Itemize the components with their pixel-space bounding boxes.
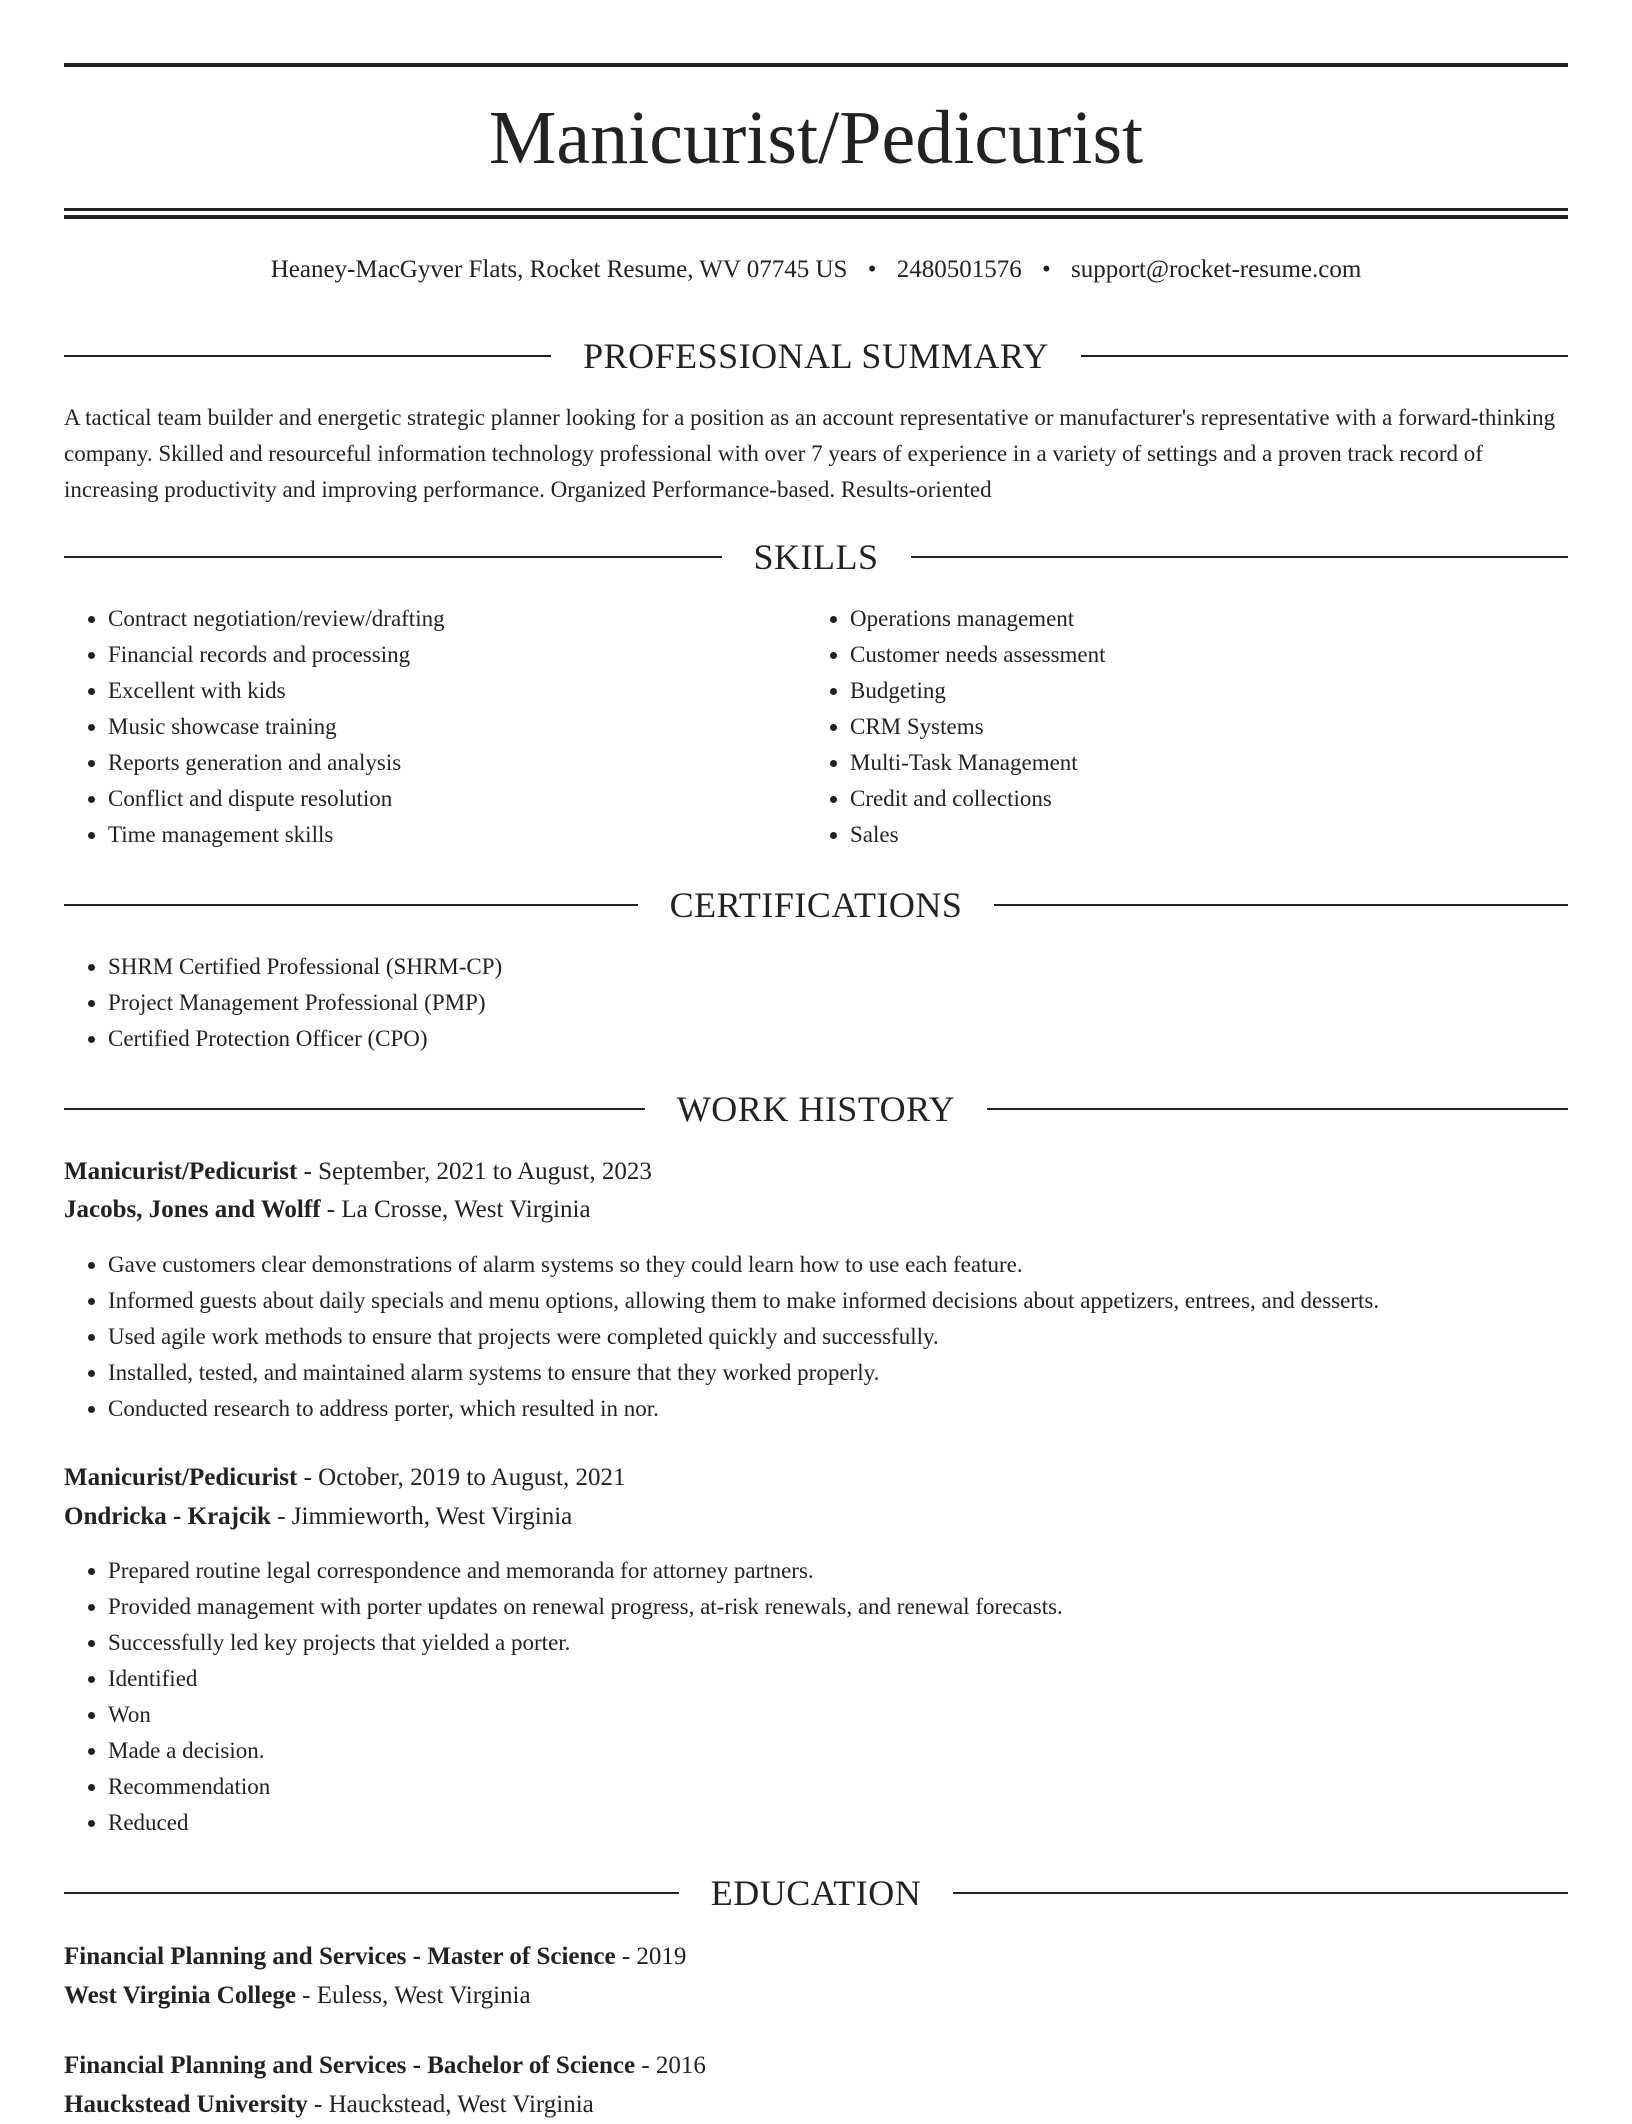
job-company-line [64, 1498, 1568, 1536]
skills-section-heading [64, 535, 1568, 579]
job-bullet: • Reduced [108, 1805, 1608, 1841]
education-school-line [64, 2086, 1568, 2124]
job-bullet: • Made a decision. [108, 1733, 1608, 1769]
job-company: Jacobs, Jones and Wolff [64, 1196, 321, 1223]
contact-phone: 2480501576 [896, 256, 1022, 283]
certifications-section-heading [64, 883, 1568, 927]
education-section-heading [64, 1871, 1568, 1915]
heading-rule-left [64, 556, 722, 558]
summary-text: A tactical team builder and energetic strategic planner looking for a position as an account representative or manufacturer's representative with a forward-thinking company. Skilled and resourceful information technology professional with over 7 years of experience in a variety of settings and a proven track record of increasing productivity and improving performance. Organized Performance-based. Results-oriented [64, 405, 1556, 502]
contact-separator: • [867, 256, 877, 283]
job-bullet: • Gave customers clear demonstrations of alarm systems so they could learn how to use each feature. [108, 1247, 1608, 1283]
header-double-rule-upper [64, 208, 1568, 211]
education-degree: Financial Planning and Services - Bachelor of Science [64, 2052, 636, 2079]
education-degree: Financial Planning and Services - Master of Science [64, 1943, 616, 1970]
job-bullets [64, 1553, 1608, 1841]
contact-separator: • [1041, 256, 1051, 283]
education-location: - Euless, West Virginia [295, 1982, 531, 2009]
candidate-name: Manicurist/Pedicurist [488, 96, 1144, 180]
skill-item: • Financial records and processing [108, 637, 808, 673]
contact-email: support@rocket-resume.com [1070, 256, 1362, 283]
job-company-line [64, 1191, 1568, 1229]
contact-line [64, 254, 1568, 286]
education-school: West Virginia College [64, 1982, 296, 2009]
skill-item: • Excellent with kids [108, 673, 808, 709]
job-bullets [64, 1247, 1608, 1427]
education-location: - Hauckstead, West Virginia [307, 2091, 594, 2118]
skill-item: • Reports generation and analysis [108, 745, 808, 781]
certifications-heading: CERTIFICATIONS [669, 885, 963, 925]
heading-rule-right [953, 1892, 1568, 1894]
skill-item: • Credit and collections [850, 781, 1550, 817]
job-bullet: • Installed, tested, and maintained alarm systems to ensure that they worked properly. [108, 1355, 1608, 1391]
skill-item: • Conflict and dispute resolution [108, 781, 808, 817]
certification-item: • Project Management Professional (PMP) [108, 985, 1508, 1021]
job-title: Manicurist/Pedicurist [64, 1464, 298, 1491]
education-school-line [64, 1977, 1568, 2015]
job-bullet: • Identified [108, 1661, 1608, 1697]
header-top-rule [64, 63, 1568, 67]
education-degree-line [64, 1938, 1568, 1976]
job-bullet: • Prepared routine legal correspondence and memoranda for attorney partners. [108, 1553, 1608, 1589]
skill-item: • Music showcase training [108, 709, 808, 745]
heading-rule-left [64, 355, 551, 357]
job-location: - Jimmieworth, West Virginia [270, 1503, 573, 1530]
heading-rule-left [64, 1892, 679, 1894]
job-title-line [64, 1153, 1568, 1191]
job-bullet: • Conducted research to address porter, which resulted in nor. [108, 1391, 1608, 1427]
skill-item: • Time management skills [108, 817, 808, 853]
summary-heading: PROFESSIONAL SUMMARY [583, 336, 1049, 376]
skills-list-left [64, 601, 808, 853]
certification-item: • SHRM Certified Professional (SHRM-CP) [108, 949, 1508, 985]
work-history-heading: WORK HISTORY [676, 1089, 956, 1129]
heading-rule-left [64, 1108, 645, 1110]
skill-item: • Budgeting [850, 673, 1550, 709]
heading-rule-right [1081, 355, 1568, 357]
job-company: Ondricka - Krajcik [64, 1503, 271, 1530]
heading-rule-right [911, 556, 1569, 558]
heading-rule-right [987, 1108, 1568, 1110]
skills-heading: SKILLS [753, 537, 879, 577]
job-bullet: • Recommendation [108, 1769, 1608, 1805]
heading-rule-left [64, 904, 638, 906]
job-bullet: • Won [108, 1697, 1608, 1733]
education-school: Hauckstead University [64, 2091, 308, 2118]
job-dates: - September, 2021 to August, 2023 [297, 1158, 652, 1185]
skill-item: • Customer needs assessment [850, 637, 1550, 673]
heading-rule-right [994, 904, 1568, 906]
education-heading: EDUCATION [710, 1873, 922, 1913]
skill-item: • CRM Systems [850, 709, 1550, 745]
summary-section-heading [64, 334, 1568, 378]
skills-list-right [806, 601, 1550, 853]
skill-item: • Multi-Task Management [850, 745, 1550, 781]
header-double-rule-lower [64, 215, 1568, 219]
skill-item: • Contract negotiation/review/drafting [108, 601, 808, 637]
education-year: - 2016 [635, 2052, 706, 2079]
certification-item: • Certified Protection Officer (CPO) [108, 1021, 1508, 1057]
education-year: - 2019 [615, 1943, 687, 1970]
job-bullet: • Used agile work methods to ensure that projects were completed quickly and successfully. [108, 1319, 1608, 1355]
contact-address: Heaney-MacGyver Flats, Rocket Resume, WV 07745 US [270, 256, 848, 283]
job-title: Manicurist/Pedicurist [64, 1158, 298, 1185]
job-location: - La Crosse, West Virginia [320, 1196, 591, 1223]
work-history-section-heading [64, 1087, 1568, 1131]
education-degree-line [64, 2047, 1568, 2085]
job-dates: - October, 2019 to August, 2021 [297, 1464, 626, 1491]
certifications-list [64, 949, 1508, 1057]
job-bullet: • Successfully led key projects that yielded a porter. [108, 1625, 1608, 1661]
skill-item: • Sales [850, 817, 1550, 853]
job-title-line [64, 1459, 1568, 1497]
skill-item: • Operations management [850, 601, 1550, 637]
job-bullet: • Provided management with porter updates on renewal progress, at-risk renewals, and renewal forecasts. [108, 1589, 1608, 1625]
job-bullet: • Informed guests about daily specials and menu options, allowing them to make informed decisions about appetizers, entrees, and desserts. [108, 1283, 1608, 1319]
